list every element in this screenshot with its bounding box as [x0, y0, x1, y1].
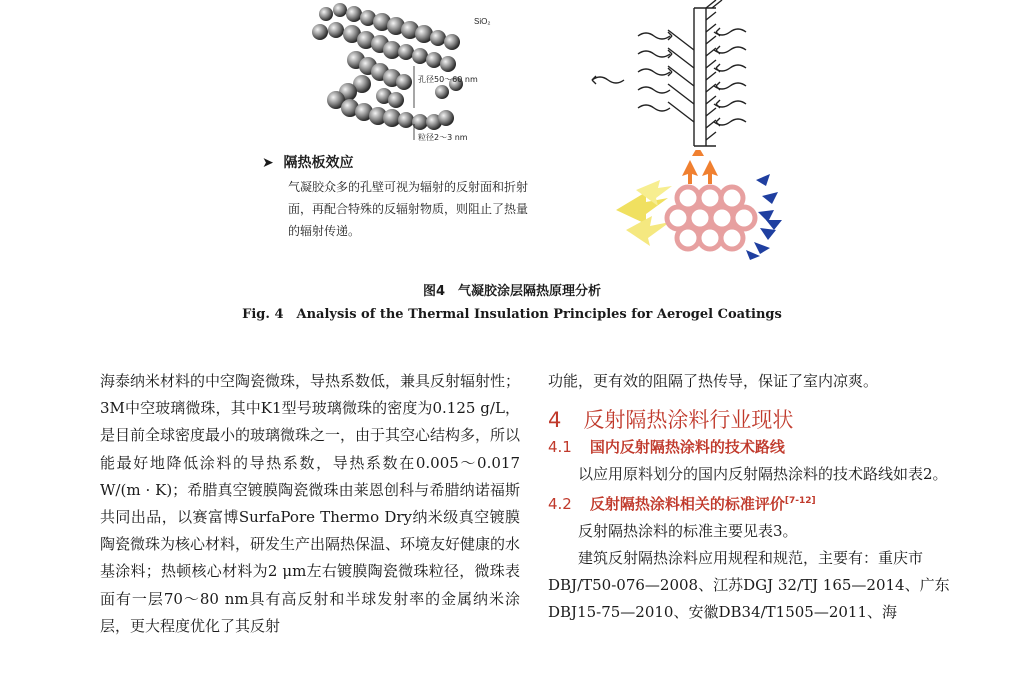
silica-sphere	[440, 56, 456, 72]
hollow-sphere-radiation-diagram	[606, 150, 786, 260]
section-4-heading: 4 反射隔热涂料行业现状	[548, 408, 794, 432]
orange-radiation-arrows	[682, 150, 718, 184]
silica-sphere	[430, 30, 446, 46]
section-4-1-text: 以应用原料划分的国内反射隔热涂料的技术路线如表2。	[578, 465, 948, 483]
section-4-2-text-2: 建筑反射隔热涂料应用规程和规范，主要有：重庆市DBJ/T50-076—2008、江苏DGJ 32/TJ 165—2014、广东DBJ15-75—2010、安徽DB34/T1505—2011、海	[548, 549, 950, 621]
silica-sphere	[319, 7, 333, 21]
figure-caption-cn: 图4 气凝胶涂层隔热原理分析	[422, 284, 602, 299]
silica-sphere	[396, 74, 412, 90]
bullet-description: 气凝胶众多的孔壁可视为辐射的反射面和折射面，再配合特殊的反辐射物质，则阻止了热量的辐射传递。	[288, 180, 529, 238]
left-column	[100, 368, 520, 640]
right-column	[548, 368, 970, 626]
silica-sphere	[415, 25, 433, 43]
silica-sphere	[412, 48, 428, 64]
silica-sphere	[328, 22, 344, 38]
sio2-label: SiO₂	[474, 17, 491, 26]
silica-sphere	[438, 110, 454, 126]
right-intro: 功能，更有效的阻隔了热传导，保证了室内凉爽。	[548, 372, 879, 390]
section-4-1-heading: 4.1 国内反射隔热涂料的技术路线	[548, 438, 785, 456]
silica-sphere	[312, 24, 328, 40]
silica-particles	[312, 3, 463, 130]
pore-size-label: 孔径50～60 nm	[418, 75, 478, 84]
figure-caption-en: Fig. 4 Analysis of the Thermal Insulation Principles for Aerogel Coatings	[242, 307, 782, 322]
hollow-spheres	[667, 187, 755, 249]
silica-sphere	[346, 6, 362, 22]
silica-sphere	[333, 3, 347, 17]
section-4-2-text-1: 反射隔热涂料的标准主要见表3。	[578, 522, 798, 540]
silica-sphere	[388, 92, 404, 108]
particle-size-label: 粒径2～3 nm	[418, 133, 468, 142]
aerogel-structure-diagram	[296, 0, 496, 150]
wall-reflection-diagram	[576, 0, 776, 150]
section-4-2-heading: 4.2 反射隔热涂料相关的标准评价[7-12]	[548, 495, 816, 513]
yellow-radiation-arrows	[616, 180, 672, 246]
silica-sphere	[426, 52, 442, 68]
left-paragraph: 海泰纳米材料的中空陶瓷微珠，导热系数低，兼具反射辐射性；3M中空玻璃微珠，其中K1型号玻璃微珠的密度为0.125 g/L，是目前全球密度最小的玻璃微珠之一，由于其空心结构多，所以能最好地降低涂料的导热系数，导热系数在0.005～0.017 W/(m · K)；希腊真空镀膜陶瓷微珠由莱恩创科与希腊纳诺福斯共同出品，以赛富博SurfaPore Thermo Dry纳米级真空镀膜陶瓷微珠为核心材料，研发生产出隔热保温、环境友好健康的水基涂料；热顿核心材料为2 μm左右镀膜陶瓷微珠粒径，微珠表面有一层70～80 nm具有高反射和半球发射率的金属纳米涂层，更大程度优化了其反射	[100, 372, 521, 635]
silica-sphere	[398, 44, 414, 60]
silica-sphere	[435, 85, 449, 99]
silica-sphere	[398, 112, 414, 128]
silica-sphere	[444, 34, 460, 50]
bullet-heading: ➤ 隔热板效应	[262, 155, 354, 171]
